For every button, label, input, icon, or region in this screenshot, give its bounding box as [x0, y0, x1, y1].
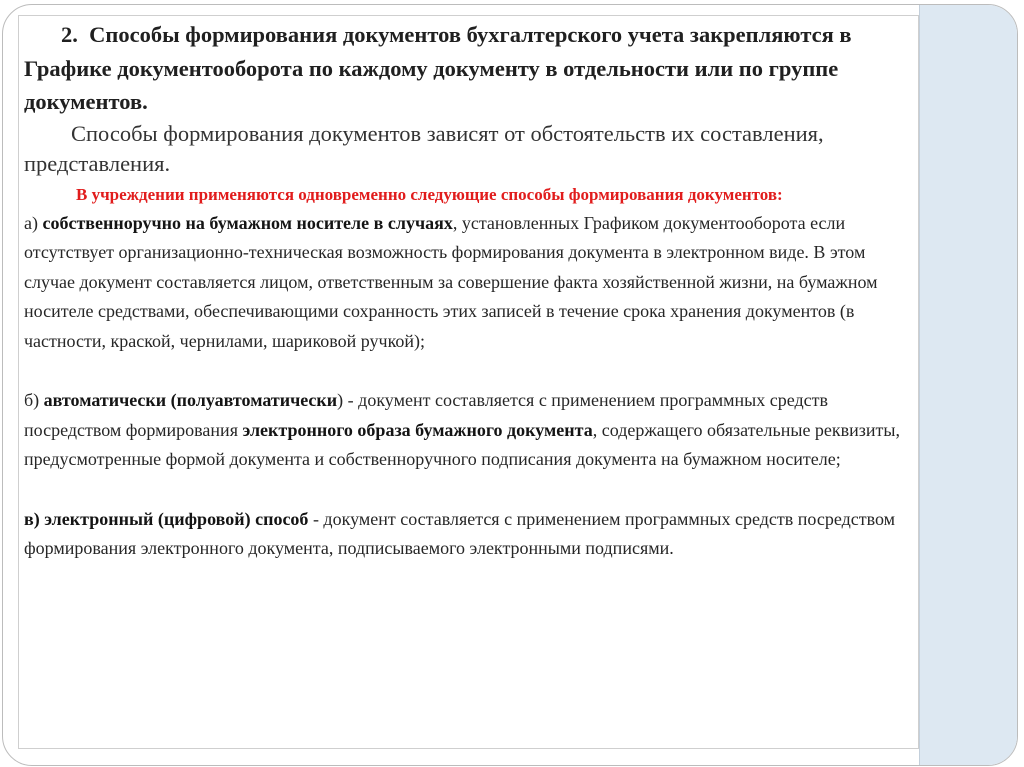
- spacer: [24, 475, 919, 505]
- item-b-rest: , содержащего обязательные реквизиты, предусмотренные формой документа и собственноручного подписания документа на бумажном носителе;: [24, 419, 901, 469]
- side-panel: [919, 5, 1017, 765]
- item-a-rest: , установленных Графиком документооборота если отсутствует организационно-техническая возможность формирования документа в электронном виде. В этом случае документ составляется лицом, ответственным за совершение факта хозяйственной жизни, на бумажном носителе средствами, обеспечивающими сохранность этих записей в течение срока хранения документов (в частности, краской, чернилами, шариковой ручкой);: [24, 212, 878, 351]
- heading-text: Способы формирования документов бухгалтерского учета закрепляются в Графике документооборота по каждому документу в отдельности или по группе документов.: [24, 22, 852, 114]
- heading-number: 2.: [61, 22, 78, 47]
- item-b: [24, 386, 919, 475]
- slide-frame: [2, 4, 1018, 766]
- item-c: [24, 505, 919, 564]
- intro-paragraph: Способы формирования документов зависят от обстоятельств их составления, представления.: [24, 120, 824, 176]
- item-b-bold2: электронного образа бумажного документа: [242, 419, 593, 440]
- item-a-prefix: а): [24, 212, 43, 233]
- item-b-prefix: б): [24, 390, 44, 410]
- item-a: [24, 209, 919, 357]
- slide-text: [24, 18, 919, 564]
- item-b-mid: ) - документ составляется с применением программных средств посредством формирования: [24, 390, 828, 440]
- item-b-bold: автоматически (полуавтоматически: [43, 390, 338, 410]
- item-c-rest: - документ составляется с применением программных средств посредством формирования электронного документа, подписываемого электронными подписями.: [24, 508, 896, 558]
- heading-paragraph: [24, 18, 919, 119]
- spacer: [24, 356, 919, 386]
- item-a-bold: собственноручно на бумажном носителе в случаях: [42, 212, 453, 233]
- item-c-bold: в) электронный (цифровой) способ: [24, 508, 309, 529]
- highlight-paragraph: В учреждении применяются одновременно следующие способы формирования документов:: [76, 184, 783, 204]
